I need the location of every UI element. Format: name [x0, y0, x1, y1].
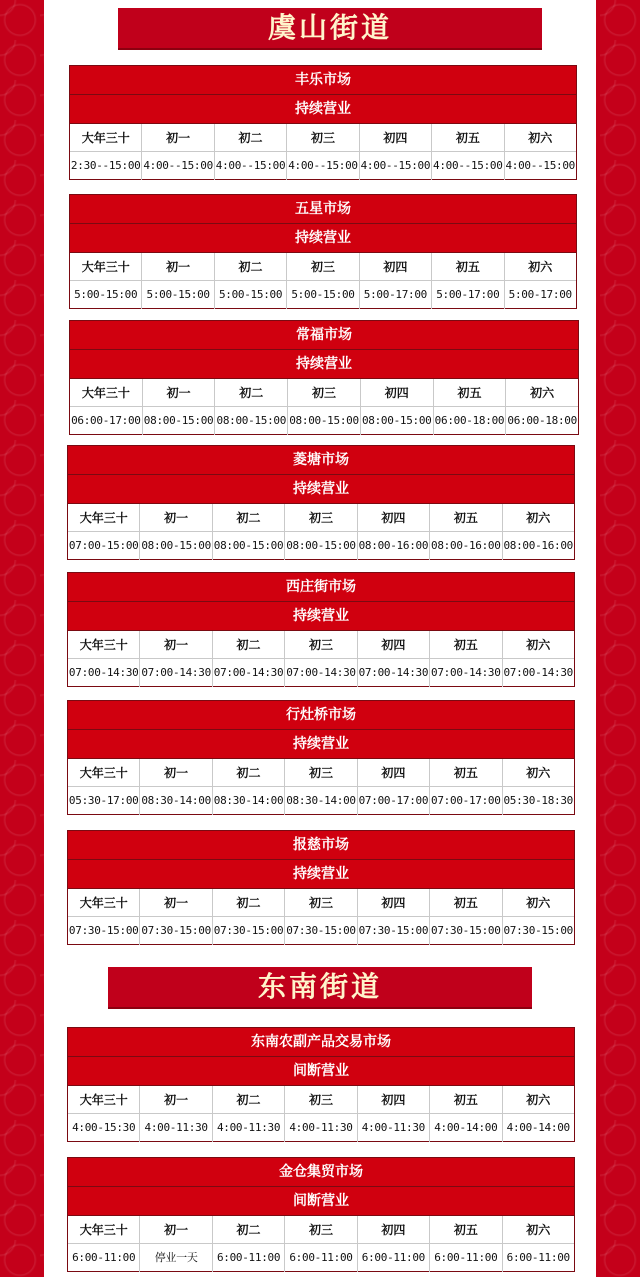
hours-cell: 08:00-16:00	[358, 532, 430, 560]
hours-row	[68, 1244, 574, 1272]
market-status: 间断营业	[68, 1057, 574, 1086]
day-header-cell: 初二	[213, 631, 285, 658]
hours-cell: 07:00-14:30	[213, 659, 285, 687]
day-header-cell: 初五	[430, 759, 502, 786]
day-header-cell: 初一	[142, 124, 214, 151]
hours-cell: 6:00-11:00	[285, 1244, 357, 1272]
market-name: 常福市场	[70, 321, 578, 350]
market-table	[69, 320, 579, 435]
day-header-cell: 初二	[213, 504, 285, 531]
day-header-cell: 初六	[528, 260, 553, 274]
hours-cell: 5:00-15:00	[142, 281, 214, 309]
hours-cell: 4:00--15:00	[360, 152, 432, 180]
day-header-cell: 初三	[285, 504, 357, 531]
day-header-cell: 初四	[358, 631, 430, 658]
market-name: 丰乐市场	[70, 66, 576, 95]
hours-cell: 4:00--15:00	[142, 152, 214, 180]
hours-cell: 07:00-15:00	[68, 532, 140, 560]
day-header-cell: 大年三十	[70, 379, 143, 406]
hours-cell: 07:00-14:30	[503, 666, 574, 679]
hours-row	[68, 917, 574, 945]
day-header-row	[68, 504, 574, 532]
day-header-cell: 初三	[287, 124, 359, 151]
hours-cell: 05:30-17:00	[68, 787, 140, 815]
hours-row	[68, 659, 574, 687]
hours-cell: 5:00-15:00	[215, 281, 287, 309]
day-header-cell: 大年三十	[68, 1086, 140, 1113]
day-header-cell: 初三	[285, 889, 357, 916]
hours-row	[68, 1114, 574, 1142]
hours-cell: 08:00-15:00	[143, 407, 216, 435]
market-name: 西庄街市场	[68, 573, 574, 602]
hours-cell: 07:30-15:00	[430, 917, 502, 945]
hours-cell: 4:00--15:00	[215, 152, 287, 180]
day-header-row	[70, 379, 578, 407]
hours-cell: 4:00-15:30	[68, 1114, 140, 1142]
hours-cell: 07:00-17:00	[430, 787, 502, 815]
day-header-cell: 初三	[288, 379, 361, 406]
hours-cell: 6:00-11:00	[430, 1244, 502, 1272]
hours-cell: 5:00-15:00	[70, 281, 142, 309]
hours-cell: 07:00-14:30	[285, 659, 357, 687]
day-header-cell: 初六	[528, 131, 553, 145]
hours-cell: 4:00--15:00	[505, 159, 576, 172]
day-header-cell: 初五	[430, 889, 502, 916]
hours-cell: 08:00-16:00	[503, 539, 574, 552]
hours-cell: 6:00-11:00	[358, 1244, 430, 1272]
district-title: 虞山街道	[118, 8, 542, 48]
market-name: 五星市场	[70, 195, 576, 224]
hours-cell: 4:00-11:30	[140, 1114, 212, 1142]
market-status: 持续营业	[68, 475, 574, 504]
day-header-cell: 初五	[430, 1086, 502, 1113]
hours-cell: 5:00-17:00	[360, 281, 432, 309]
hours-cell: 4:00--15:00	[432, 152, 504, 180]
day-header-cell: 初五	[430, 631, 502, 658]
hours-cell: 08:00-15:00	[213, 532, 285, 560]
day-header-cell: 初六	[530, 386, 555, 400]
day-header-cell: 初一	[140, 889, 212, 916]
day-header-cell: 初二	[215, 253, 287, 280]
market-table	[67, 830, 575, 945]
hours-cell: 07:00-14:30	[358, 659, 430, 687]
day-header-cell: 大年三十	[68, 1216, 140, 1243]
day-header-cell: 初四	[360, 253, 432, 280]
hours-cell: 08:00-15:00	[288, 407, 361, 435]
day-header-cell: 大年三十	[68, 631, 140, 658]
hours-cell: 08:00-15:00	[361, 407, 434, 435]
day-header-cell: 初四	[358, 504, 430, 531]
market-table	[69, 194, 577, 309]
market-name: 东南农副产品交易市场	[68, 1028, 574, 1057]
day-header-cell: 初五	[430, 504, 502, 531]
hours-cell: 6:00-11:00	[506, 1251, 570, 1264]
day-header-cell: 初五	[432, 253, 504, 280]
hours-cell: 4:00-14:00	[506, 1121, 570, 1134]
hours-row	[68, 532, 574, 560]
hours-cell: 07:30-15:00	[285, 917, 357, 945]
hours-cell: 08:00-16:00	[430, 532, 502, 560]
day-header-cell: 初一	[140, 1086, 212, 1113]
hours-cell: 07:00-14:30	[430, 659, 502, 687]
hours-cell: 6:00-11:00	[213, 1244, 285, 1272]
day-header-cell: 初五	[430, 1216, 502, 1243]
day-header-cell: 初一	[142, 253, 214, 280]
hours-row	[70, 407, 578, 435]
day-header-row	[70, 253, 576, 281]
day-header-cell: 初六	[526, 1093, 551, 1107]
market-table	[67, 1027, 575, 1142]
day-header-cell: 初五	[434, 379, 507, 406]
hours-cell: 07:00-14:30	[68, 659, 140, 687]
day-header-row	[68, 1216, 574, 1244]
district-title: 东南街道	[108, 967, 532, 1007]
market-status: 持续营业	[68, 860, 574, 889]
day-header-row	[68, 889, 574, 917]
hours-cell: 4:00-11:30	[285, 1114, 357, 1142]
day-header-cell: 初六	[526, 1223, 551, 1237]
hours-cell: 06:00-18:00	[507, 414, 577, 427]
day-header-cell: 初二	[213, 1086, 285, 1113]
day-header-cell: 初二	[213, 1216, 285, 1243]
hours-cell: 4:00-11:30	[358, 1114, 430, 1142]
hours-cell: 05:30-18:30	[503, 794, 574, 807]
day-header-cell: 初四	[358, 1086, 430, 1113]
day-header-cell: 初五	[432, 124, 504, 151]
day-header-cell: 大年三十	[68, 759, 140, 786]
hours-row	[68, 787, 574, 815]
hours-cell: 07:30-15:00	[213, 917, 285, 945]
day-header-cell: 初二	[215, 379, 288, 406]
day-header-cell: 初六	[526, 511, 551, 525]
day-header-cell: 初四	[361, 379, 434, 406]
day-header-cell: 初一	[140, 759, 212, 786]
day-header-cell: 初二	[215, 124, 287, 151]
day-header-cell: 初二	[213, 759, 285, 786]
market-table	[67, 700, 575, 815]
day-header-cell: 初一	[143, 379, 216, 406]
hours-cell: 08:00-15:00	[140, 532, 212, 560]
market-name: 金仓集贸市场	[68, 1158, 574, 1187]
day-header-cell: 初四	[360, 124, 432, 151]
hours-cell: 4:00--15:00	[287, 152, 359, 180]
market-name: 行灶桥市场	[68, 701, 574, 730]
hours-cell: 07:30-15:00	[68, 917, 140, 945]
hours-cell: 07:30-15:00	[503, 924, 574, 937]
hours-row	[70, 281, 576, 309]
market-name: 菱塘市场	[68, 446, 574, 475]
day-header-cell: 大年三十	[70, 124, 142, 151]
hours-cell: 4:00-14:00	[430, 1114, 502, 1142]
hours-cell: 07:30-15:00	[140, 917, 212, 945]
hours-cell: 08:00-15:00	[285, 532, 357, 560]
hours-cell: 08:30-14:00	[285, 787, 357, 815]
market-status: 持续营业	[68, 602, 574, 631]
day-header-cell: 初三	[285, 759, 357, 786]
day-header-cell: 初四	[358, 759, 430, 786]
day-header-cell: 大年三十	[70, 253, 142, 280]
day-header-cell: 初三	[285, 1086, 357, 1113]
hours-row	[70, 152, 576, 180]
hours-cell: 5:00-17:00	[508, 288, 572, 301]
market-name: 报慈市场	[68, 831, 574, 860]
hours-cell: 5:00-17:00	[432, 281, 504, 309]
market-status: 持续营业	[70, 350, 578, 379]
market-status: 持续营业	[70, 224, 576, 253]
day-header-cell: 初一	[140, 1216, 212, 1243]
day-header-row	[68, 1086, 574, 1114]
day-header-cell: 大年三十	[68, 889, 140, 916]
hours-cell: 07:00-17:00	[358, 787, 430, 815]
market-status: 持续营业	[68, 730, 574, 759]
market-status: 持续营业	[70, 95, 576, 124]
day-header-row	[68, 631, 574, 659]
hours-cell: 5:00-15:00	[287, 281, 359, 309]
day-header-cell: 初六	[526, 896, 551, 910]
hours-cell: 07:00-14:30	[140, 659, 212, 687]
day-header-cell: 初三	[285, 1216, 357, 1243]
day-header-cell: 初三	[287, 253, 359, 280]
hours-cell: 4:00-11:30	[213, 1114, 285, 1142]
day-header-cell: 初一	[140, 504, 212, 531]
day-header-cell: 初六	[526, 766, 551, 780]
day-header-cell: 初二	[213, 889, 285, 916]
hours-cell: 2:30--15:00	[70, 152, 142, 180]
day-header-row	[68, 759, 574, 787]
hours-cell: 06:00-17:00	[70, 407, 143, 435]
day-header-row	[70, 124, 576, 152]
day-header-cell: 大年三十	[68, 504, 140, 531]
day-header-cell: 初四	[358, 1216, 430, 1243]
hours-cell: 08:00-15:00	[215, 407, 288, 435]
market-table	[67, 445, 575, 560]
market-table	[67, 572, 575, 687]
hours-cell: 06:00-18:00	[434, 407, 507, 435]
market-table	[67, 1157, 575, 1272]
hours-cell: 08:30-14:00	[140, 787, 212, 815]
hours-cell: 07:30-15:00	[358, 917, 430, 945]
hours-cell: 08:30-14:00	[213, 787, 285, 815]
market-status: 间断营业	[68, 1187, 574, 1216]
hours-cell: 6:00-11:00	[68, 1244, 140, 1272]
day-header-cell: 初六	[526, 638, 551, 652]
day-header-cell: 初一	[140, 631, 212, 658]
day-header-cell: 初四	[358, 889, 430, 916]
hours-cell: 停业一天	[140, 1244, 212, 1272]
day-header-cell: 初三	[285, 631, 357, 658]
market-table	[69, 65, 577, 180]
